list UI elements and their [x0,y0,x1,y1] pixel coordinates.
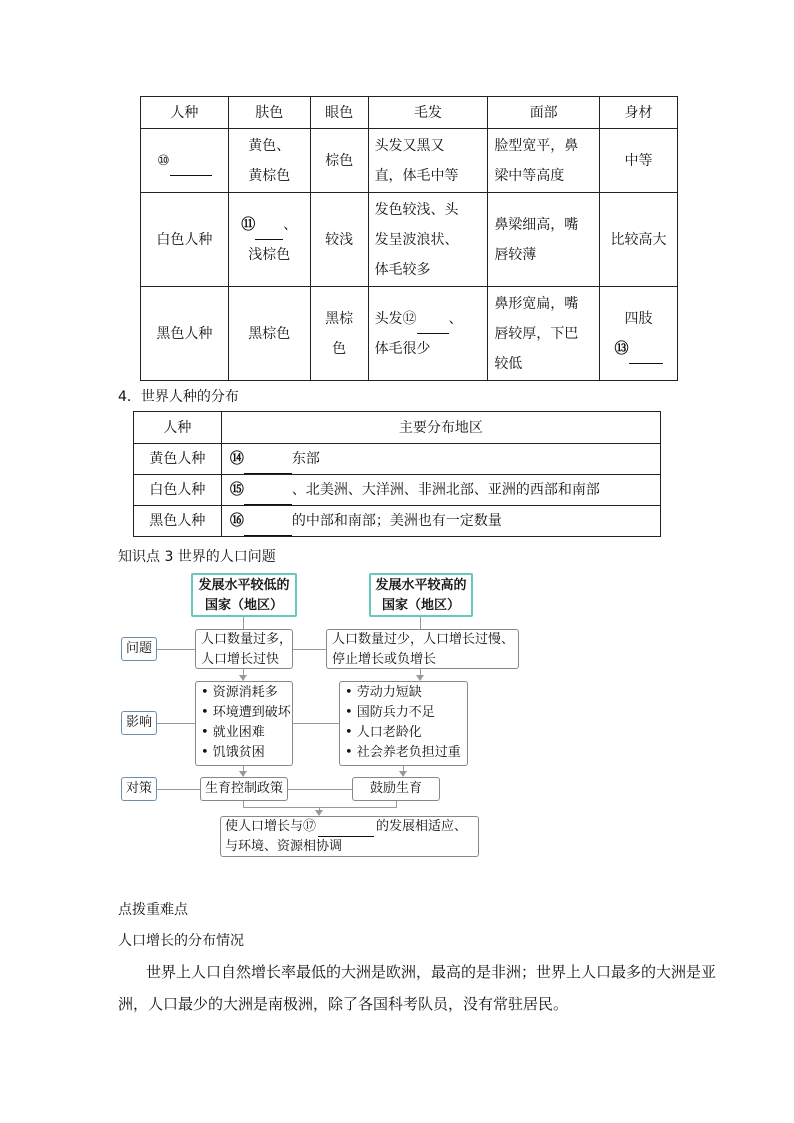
impact-item: • 劳动力短缺 [345,685,422,700]
header-cell: 人种 [134,412,222,444]
hair-cell [368,193,488,287]
section-title: 知识点 3 世界的人口问题 [118,549,276,565]
header-cell: 眼色 [310,97,368,129]
skin-cell: 黑棕色 [228,287,310,381]
face-cell [488,193,600,287]
header-cell: 身材 [600,97,678,129]
box-line: 人口数量过少，人口增长过慢、 [332,632,515,647]
tips-paragraph [118,956,717,1020]
cell-line: 直，体毛中等 [374,167,459,184]
cell-line: 梁中等高度 [494,167,565,184]
fill-blank[interactable] [255,221,283,240]
goal-box [220,816,479,857]
goal-text: 的发展相适应、 [376,819,468,834]
cell-line: 较低 [494,355,523,372]
right-policy-box: 鼓励生育 [352,777,440,801]
body-cell: 中等 [600,129,678,193]
cell-text: 、北美洲、大洋洲、非洲北部、亚洲的西部和南部 [291,482,600,498]
eye-cell [310,287,368,381]
cell-line: 发呈波浪状、 [374,231,459,248]
race-cell: 白色人种 [141,193,229,287]
face-cell [488,129,600,193]
blank-number: ⑪ [241,216,256,233]
region-cell [221,475,660,506]
header-line: 发展水平较低的 [198,578,290,593]
cell-line: 黄棕色 [248,167,291,184]
race-cell: 黄色人种 [134,444,222,475]
fill-blank[interactable] [318,820,374,837]
cell-line: 唇较厚，下巴 [494,325,579,342]
goal-text: 使人口增长与⑰ [225,819,317,834]
box-line [225,817,478,837]
impact-item: • 人口老龄化 [345,725,422,740]
cell-line [375,304,488,334]
table-header-row [134,412,661,444]
blank-number: ⑩ [157,152,170,169]
race-characteristics-table [140,96,678,381]
hair-cell [368,287,488,381]
table-row [141,129,678,193]
fill-blank[interactable] [629,345,663,364]
low-development-header [191,573,297,617]
cell-text: 东部 [291,451,320,467]
body-cell: 比较高大 [600,193,678,287]
cell-line: 鼻形宽扁，嘴 [494,295,579,312]
cell-line: 头发又黑又 [374,137,445,154]
race-cell [141,129,229,193]
left-problem-box [195,629,293,669]
table-row [141,193,678,287]
race-cell: 黑色人种 [134,506,222,537]
paragraph-line: 世界上人口自然增长率最低的大洲是欧洲，最高的是非洲；世界上人口最多的大洲是亚 [146,963,717,981]
tips-subheading: 人口增长的分布情况 [118,933,244,949]
fill-blank[interactable] [244,517,292,536]
box-line: 人口数量过多， [201,632,293,647]
region-cell [221,506,660,537]
left-impact-box [195,681,293,766]
race-distribution-table [133,411,661,537]
connector-line [157,649,195,650]
connector-line [157,723,195,724]
cell-line: 体毛较多 [374,261,431,278]
impact-item: • 资源消耗多 [201,685,278,700]
cell-text: 头发⑫ [374,310,417,327]
fill-blank[interactable] [244,486,292,505]
body-cell [600,287,678,381]
cell-line: 唇较薄 [494,246,537,263]
header-line: 国家（地区） [381,598,460,613]
connector-line [293,723,339,724]
cell-line: 四肢 [624,310,653,327]
connector-line [243,807,397,808]
table-row [141,287,678,381]
cell-line: 黑棕 [325,310,354,327]
eye-cell: 棕色 [310,129,368,193]
impact-item: • 环境遭到破坏 [201,705,291,720]
cell-text: 、 [448,310,463,327]
skin-cell [228,193,310,287]
box-line: 人口增长过快 [201,652,280,667]
box-line: 与环境、资源相协调 [225,839,343,854]
eye-cell: 较浅 [310,193,368,287]
connector-line [293,649,326,650]
blank-number: ⑮ [229,482,244,498]
header-cell: 面部 [488,97,600,129]
region-cell [221,444,660,475]
header-cell: 肤色 [228,97,310,129]
fill-blank[interactable] [170,157,212,176]
blank-number: ⑯ [229,513,244,529]
race-cell: 黑色人种 [141,287,229,381]
cell-line: 黄色、 [248,137,291,154]
cell-line: 浅棕色 [248,246,291,263]
fill-blank[interactable] [244,455,292,474]
impact-label: 影响 [121,711,157,735]
problem-label: 问题 [121,637,157,661]
header-line: 国家（地区） [204,598,283,613]
blank-number: ⑬ [614,340,629,357]
cell-line: 体毛很少 [374,340,431,357]
impact-item: • 社会养老负担过重 [345,745,461,760]
cell-text: 的中部和南部；美洲也有一定数量 [291,513,502,529]
impact-item: • 饥饿贫困 [201,745,265,760]
cell-line: 鼻梁细高，嘴 [494,216,579,233]
cell-line: 色 [332,340,347,357]
header-cell: 主要分布地区 [221,412,660,444]
cell-line: 发色较浅、头 [374,201,459,218]
race-cell: 白色人种 [134,475,222,506]
right-impact-box [339,681,468,766]
skin-cell [228,129,310,193]
cell-text: 、 [283,216,298,233]
impact-item: • 就业困难 [201,725,265,740]
connector-line [243,617,244,629]
high-development-header [369,573,473,617]
fill-blank[interactable] [417,315,449,334]
connector-line [420,617,421,629]
table-row [134,506,661,537]
header-line: 发展水平较高的 [375,578,467,593]
header-cell: 人种 [141,97,229,129]
cell-line: 脸型宽平，鼻 [494,137,579,154]
blank-number: ⑭ [229,451,244,467]
table-header-row [141,97,678,129]
cell-line [229,210,310,240]
header-cell: 毛发 [368,97,488,129]
paragraph-line: 洲，人口最少的大洲是南极洲，除了各国科考队员，没有常驻居民。 [118,995,569,1013]
table-row [134,475,661,506]
hair-cell [368,129,488,193]
section-title: 4．世界人种的分布 [118,389,239,405]
cell-line [600,334,677,364]
connector-line [288,789,352,790]
table-row [134,444,661,475]
connector-line [157,789,200,790]
face-cell [488,287,600,381]
tips-heading: 点拨重难点 [118,902,188,918]
box-line: 停止增长或负增长 [332,652,437,667]
impact-item: • 国防兵力不足 [345,705,435,720]
right-problem-box [326,629,519,669]
policy-label: 对策 [121,777,157,801]
left-policy-box: 生育控制政策 [200,777,288,801]
